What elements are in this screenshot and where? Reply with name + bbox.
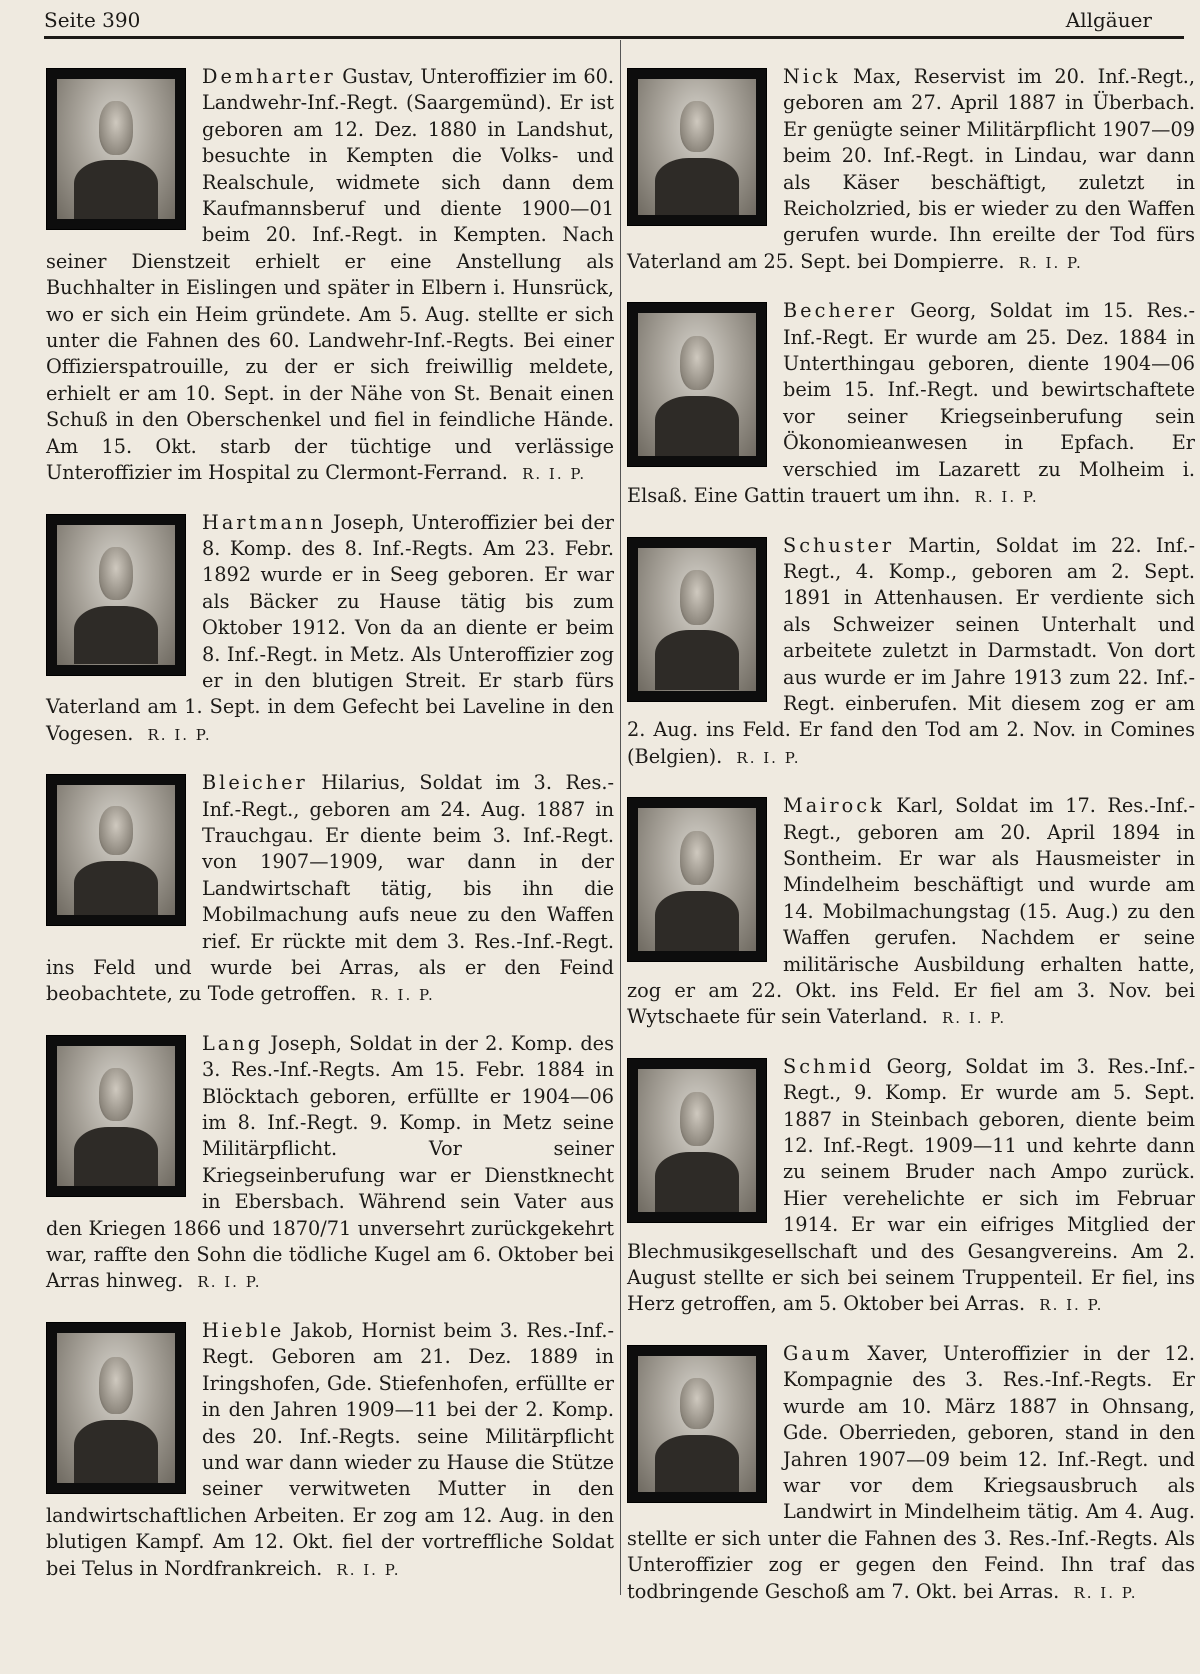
right-column bbox=[627, 64, 1195, 1628]
portrait-photo bbox=[46, 1035, 186, 1197]
obituary-name: Bleicher bbox=[202, 771, 308, 795]
portrait-photo bbox=[46, 1322, 186, 1494]
obituary-entry bbox=[627, 1341, 1195, 1606]
obituary-name: Hartmann bbox=[202, 510, 326, 534]
obituary-entry bbox=[46, 64, 614, 488]
portrait-photo bbox=[627, 1345, 767, 1503]
rip-mark: R. I. P. bbox=[974, 488, 1039, 507]
publication-title: Allgäuer bbox=[1065, 8, 1152, 32]
obituary-name: Mairock bbox=[783, 794, 885, 818]
portrait-photo bbox=[46, 774, 186, 926]
left-column bbox=[46, 64, 614, 1605]
rip-mark: R. I. P. bbox=[1018, 253, 1083, 272]
obituary-text: Joseph, Unteroffizier bei der 8. Komp. des 8. Inf.-Regts. Am 23. Febr. 1892 wurde er in Seeg geboren. Er war als Bäcker zu Hause tätig bis zum Oktober 1912. Von da an diente er beim 8. Inf.-Regt. in Metz. Als Unteroffizier zog er in den blutigen Streit. Er starb fürs Vaterland am 1. Sept. in dem Gefecht bei Laveline in den Vogesen. bbox=[46, 510, 614, 745]
page-number: Seite 390 bbox=[44, 8, 141, 32]
obituary-text: Hilarius, Soldat im 3. Res.-Inf.-Regt., geboren am 24. Aug. 1887 in Trauchgau. Er diente beim 3. Inf.-Regt. von 1907—1909, war dann in der Landwirtschaft tätig, bis ihn die Mobilmachung aufs neue zu den Waffen rief. Er rückte mit dem 3. Res.-Inf.-Regt. ins Feld und wurde bei Arras, als er den Feind beobachtete, zu Tode getroffen. bbox=[46, 771, 614, 1006]
rip-mark: R. I. P. bbox=[336, 1560, 401, 1579]
portrait-photo bbox=[46, 68, 186, 230]
obituary-text: Georg, Soldat im 15. Res.-Inf.-Regt. Er wurde am 25. Dez. 1884 in Unterthingau geboren, diente 1904—06 beim 15. Inf.-Regt. und bewirtschaftete vor seiner Kriegseinberufung sein Ökonomieanwesen in Epfach. Er verschied im Lazarett zu Molheim i. Elsaß. Eine Gattin trauert um ihn. bbox=[627, 299, 1195, 508]
header-rule bbox=[44, 36, 1184, 39]
obituary-entry bbox=[627, 793, 1195, 1032]
obituary-text: Joseph, Soldat in der 2. Komp. des 3. Res.-Inf.-Regts. Am 15. Febr. 1884 in Blöcktach geboren, erfüllte er 1904—06 im 8. Inf.-Regt. 9. Komp. in Metz seine Militärpflicht. Vor seiner Kriegseinberufung war er Dienstknecht in Ebersbach. Während sein Vater aus den Kriegen 1866 und 1870/71 unversehrt zurückgekehrt war, raffte den Sohn die tödliche Kugel am 6. Oktober bei Arras hinweg. bbox=[46, 1031, 614, 1293]
obituary-name: Schmid bbox=[783, 1054, 875, 1078]
portrait-photo bbox=[627, 68, 767, 226]
portrait-photo bbox=[627, 537, 767, 702]
rip-mark: R. I. P. bbox=[370, 986, 435, 1005]
obituary-text: Martin, Soldat im 22. Inf.-Regt., 4. Komp., geboren am 2. Sept. 1891 in Attenhausen. Er verdiente sich als Schweizer seinen Unterhalt und arbeitete zuletzt in Darmstadt. Von dort aus wurde er im Jahre 1913 zum 22. Inf.-Regt. einberufen. Mit diesem zog er am 2. Aug. ins Feld. Er fand den Tod am 2. Nov. in Comines (Belgien). bbox=[627, 533, 1195, 768]
obituary-entry bbox=[627, 64, 1195, 276]
obituary-name: Hieble bbox=[202, 1318, 285, 1342]
rip-mark: R. I. P. bbox=[197, 1273, 262, 1292]
obituary-name: Schuster bbox=[783, 533, 895, 557]
portrait-photo bbox=[627, 1058, 767, 1223]
obituary-entry bbox=[627, 1054, 1195, 1319]
obituary-entry bbox=[627, 533, 1195, 772]
obituary-name: Lang bbox=[202, 1031, 264, 1055]
rip-mark: R. I. P. bbox=[1073, 1583, 1138, 1602]
obituary-text: Gustav, Unteroffizier im 60. Landwehr-Inf.-Regt. (Saargemünd). Er ist geboren am 12. Dez. 1880 in Landshut, besuchte in Kempten die Volks- und Realschule, widmete sich dann dem Kaufmannsberuf und diente 1900—01 beim 20. Inf.-Regt. in Kempten. Nach seiner Dienstzeit erhielt er eine Anstellung als Buchhalter in Eislingen und später in Elbern i. Hunsrück, wo er sich ein Heim gründete. Am 5. Aug. stellte er sich unter die Fahnen des 60. Landwehr-Inf.-Regts. Bei einer Offizierspatrouille, zu der er sich freiwillig meldete, erhielt er am 10. Sept. in der Nähe von St. Benait einen Schuß in den Oberschenkel und fiel in feindliche Hände. Am 15. Okt. starb der tüchtige und verlässige Unteroffizier im Hospital zu Clermont-Ferrand. bbox=[46, 65, 614, 485]
obituary-text: Karl, Soldat im 17. Res.-Inf.-Regt., geboren am 20. April 1894 in Sontheim. Er war als Hausmeister in Mindelheim beschäftigt und wurde am 14. Mobilmachungstag (15. Aug.) zu den Waffen gerufen. Nachdem er seine militärische Ausbildung erhalten hatte, zog er am 22. Okt. ins Feld. Er fiel am 3. Nov. bei Wytschaete für sein Vaterland. bbox=[627, 794, 1195, 1029]
obituary-entry bbox=[46, 770, 614, 1009]
rip-mark: R. I. P. bbox=[522, 465, 587, 484]
obituary-name: Becherer bbox=[783, 299, 898, 323]
rip-mark: R. I. P. bbox=[1039, 1296, 1104, 1315]
column-divider bbox=[620, 40, 621, 1595]
portrait-photo bbox=[46, 514, 186, 676]
obituary-text: Georg, Soldat im 3. Res.-Inf.-Regt., 9. Komp. Er wurde am 5. Sept. 1887 in Steinbach geboren, diente beim 12. Inf.-Regt. 1909—11 und kehrte dann zu seinem Bruder nach Ampo zurück. Hier verehelichte er sich im Februar 1914. Er war ein eifriges Mitglied der Blechmusikgesellschaft und des Gesangvereins. Am 2. August stellte er sich bei seinem Truppenteil. Er fiel, ins Herz getroffen, am 5. Oktober bei Arras. bbox=[627, 1054, 1195, 1316]
obituary-entry bbox=[46, 1031, 614, 1296]
portrait-photo bbox=[627, 302, 767, 467]
obituary-name: Nick bbox=[783, 65, 841, 88]
rip-mark: R. I. P. bbox=[941, 1009, 1007, 1028]
obituary-name: Demharter bbox=[202, 65, 336, 88]
obituary-entry bbox=[46, 1318, 614, 1583]
obituary-name: Gaum bbox=[783, 1341, 853, 1365]
obituary-entry bbox=[46, 510, 614, 749]
obituary-text: Max, Reservist im 20. Inf.-Regt., geboren am 27. April 1887 in Überbach. Er genügte seiner Militärpflicht 1907—09 beim 20. Inf.-Regt. in Lindau, war dann als Käser beschäftigt, zuletzt in Reicholzried, bis er wieder zu den Waffen gerufen wurde. Ihn ereilte der Tod fürs Vaterland am 25. Sept. bei Dompierre. bbox=[627, 65, 1195, 273]
rip-mark: R. I. P. bbox=[736, 748, 801, 767]
obituary-text: Xaver, Unteroffizier in der 12. Kompagnie des 3. Res.-Inf.-Regts. Er wurde am 10. März 1887 in Ohnsang, Gde. Oberrieden, geboren, stand in den Jahren 1907—09 beim 12. Inf.-Regt. und war vor dem Kriegsausbruch als Landwirt in Mindelheim tätig. Am 4. Aug. stellte er sich unter die Fahnen des 3. Res.-Inf.-Regts. Als Unteroffizier zog er gegen den Feind. Ihn traf das todbringende Geschoß am 7. Okt. bei Arras. bbox=[627, 1341, 1195, 1603]
portrait-photo bbox=[627, 797, 767, 962]
obituary-entry bbox=[627, 298, 1195, 510]
rip-mark: R. I. P. bbox=[147, 725, 212, 744]
obituary-text: Jakob, Hornist beim 3. Res.-Inf.-Regt. Geboren am 21. Dez. 1889 in Iringshofen, Gde. Stiefenhofen, erfüllte er in den Jahren 1909—11 bei der 2. Komp. des 20. Inf.-Regts. seine Militärpflicht und war dann wieder zu Hause die Stütze seiner verwitweten Mutter in den landwirtschaftlichen Arbeiten. Er zog am 12. Aug. in den blutigen Kampf. Am 12. Okt. fiel der vortreffliche Soldat bei Telus in Nordfrankreich. bbox=[46, 1318, 614, 1580]
